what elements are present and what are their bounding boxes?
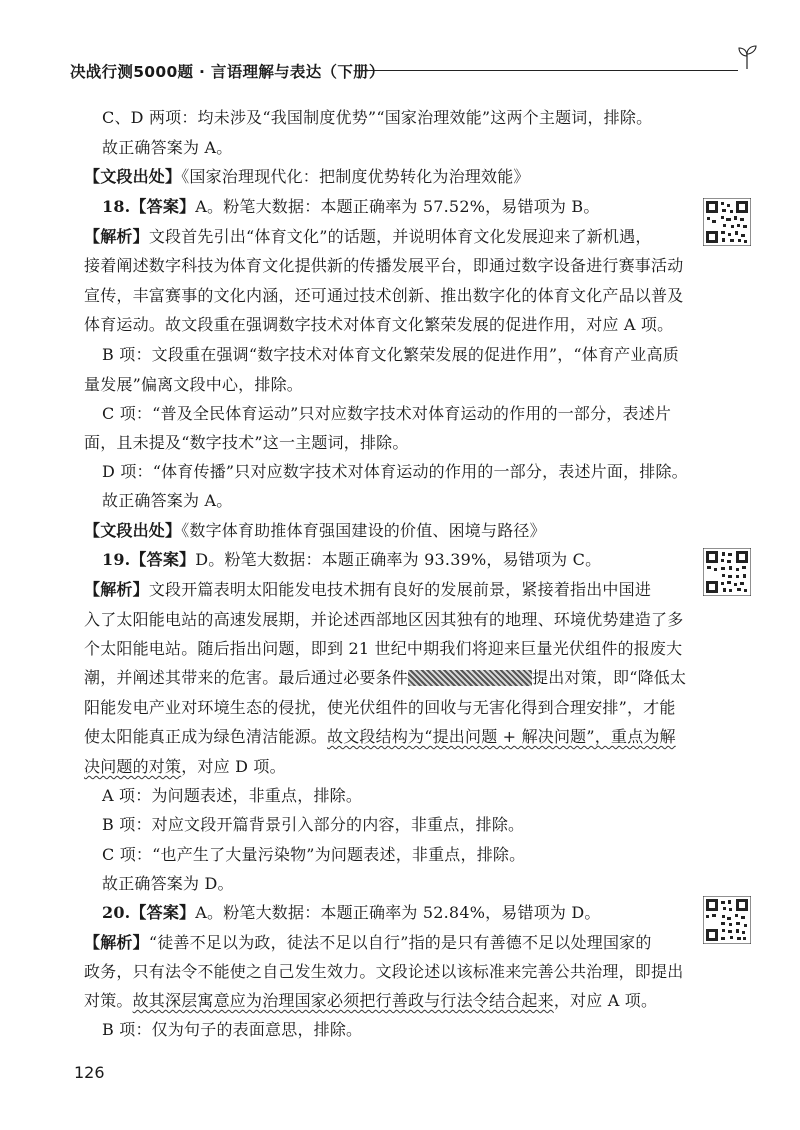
text-line: C、D 两项：均未涉及“我国制度优势”“国家治理效能”这两个主题词，排除。 xyxy=(102,108,653,127)
text-line: B 项：仅为句子的表面意思，排除。 xyxy=(102,1020,363,1039)
answer-label: 18.【答案】 xyxy=(102,197,196,216)
analysis-label: 【解析】 xyxy=(84,227,149,246)
answer-line: 20.【答案】A。粉笔大数据：本题正确率为 52.84%，易错项为 D。 xyxy=(102,903,601,922)
text-line: 故正确答案为 A。 xyxy=(102,138,233,157)
text-line: D 项：“体育传播”只对应数字技术对体育运动的作用的一部分，表述片面，排除。 xyxy=(102,462,688,481)
answer-line: 18.【答案】A。粉笔大数据：本题正确率为 57.52%，易错项为 B。 xyxy=(102,197,600,216)
text-line: 量发展”偏离文段中心，排除。 xyxy=(84,375,303,394)
text-line xyxy=(84,521,546,541)
answer-label: 20.【答案】 xyxy=(102,903,196,922)
text-line: C 项：“也产生了大量污染物”为问题表述，非重点，排除。 xyxy=(102,845,526,864)
text-line: 对策。故其深层寓意应为治理国家必须把行善政与行法令结合起来，对应 A 项。 xyxy=(84,991,658,1010)
redacted-mark xyxy=(408,670,532,686)
text-line: 政务，只有法令不能使之自己发生效力。文段论述以该标准来完善公共治理，即提出 xyxy=(84,962,684,981)
running-header xyxy=(70,58,760,82)
page-number: 126 xyxy=(74,1063,105,1082)
text-line: 个太阳能电站。随后指出问题，即到 21 世纪中期我们将迎来巨量光伏组件的报废大 xyxy=(84,639,683,658)
source-title: 《国家治理现代化：把制度优势转化为治理效能》 xyxy=(181,167,530,186)
analysis-label: 【解析】 xyxy=(84,933,149,952)
book-title: 决战行测5000题 · 言语理解与表达（下册） xyxy=(70,63,385,81)
text-line: B 项：文段重在强调“数字技术对体育文化繁荣发展的促进作用”，“体育产业高质 xyxy=(102,345,679,364)
text-line: 潮，并阐述其带来的危害。最后通过必要条件 提出对策，即“降低太 xyxy=(84,668,687,687)
qr-code-icon[interactable] xyxy=(703,548,751,596)
analysis-label: 【解析】 xyxy=(84,580,149,599)
wavy-underline-text: 故其深层寓意应为治理国家必须把行善政与行法令结合起来 xyxy=(132,991,554,1010)
header-rule xyxy=(362,70,738,71)
qr-code-icon[interactable] xyxy=(703,198,751,246)
text-line: 决问题的对策，对应 D 项。 xyxy=(84,757,286,776)
text-line: 故正确答案为 D。 xyxy=(102,874,234,893)
text-line: 体育运动。故文段重在强调数字技术对体育文化繁荣发展的促进作用，对应 A 项。 xyxy=(84,315,674,334)
text-line: 入了太阳能电站的高速发展期，并论述西部地区因其独有的地理、环境优势建造了多 xyxy=(84,610,684,629)
answer-line: 19.【答案】D。粉笔大数据：本题正确率为 93.39%，易错项为 C。 xyxy=(102,550,602,569)
source-label: 【文段出处】 xyxy=(84,167,182,186)
source-title: 《数字体育助推体育强国建设的价值、困境与路径》 xyxy=(181,521,546,540)
text-line: 接着阐述数字科技为体育文化提供新的传播发展平台，即通过数字设备进行赛事活动 xyxy=(84,256,684,275)
text-line: 【解析】文段首先引出“体育文化”的话题，并说明体育文化发展迎来了新机遇， xyxy=(84,227,652,246)
source-label: 【文段出处】 xyxy=(84,521,182,540)
text-line: 宣传，丰富赛事的文化内涵，还可通过技术创新、推出数字化的体育文化产品以普及 xyxy=(84,286,684,305)
text-line: 面，且未提及“数字技术”这一主题词，排除。 xyxy=(84,433,409,452)
text-line: B 项：对应文段开篇背景引入部分的内容，非重点，排除。 xyxy=(102,815,525,834)
text-line: 使太阳能真正成为绿色清洁能源。故文段结构为“提出问题 + 解决问题”，重点为解 xyxy=(84,727,676,746)
wavy-underline-text: 故文段结构为“提出问题 + 解决问题”，重点为解 xyxy=(327,727,676,746)
qr-code-icon[interactable] xyxy=(703,896,751,944)
text-line: 故正确答案为 A。 xyxy=(102,491,233,510)
text-line xyxy=(84,167,530,187)
text-line: A 项：为问题表述，非重点，排除。 xyxy=(102,786,363,805)
wavy-underline-text: 决问题的对策 xyxy=(84,757,182,776)
text-line: C 项：“普及全民体育运动”只对应数字技术对体育运动的作用的一部分，表述片 xyxy=(102,404,672,423)
text-line: 阳能发电产业对环境生态的侵扰，使光伏组件的回收与无害化得到合理安排”，才能 xyxy=(84,698,676,717)
text-line: 【解析】“徒善不足以为政，徒法不足以自行”指的是只有善德不足以处理国家的 xyxy=(84,933,652,952)
sprout-icon xyxy=(734,44,760,70)
text-line: 【解析】文段开篇表明太阳能发电技术拥有良好的发展前景，紧接着指出中国进 xyxy=(84,580,652,599)
answer-label: 19.【答案】 xyxy=(102,550,196,569)
